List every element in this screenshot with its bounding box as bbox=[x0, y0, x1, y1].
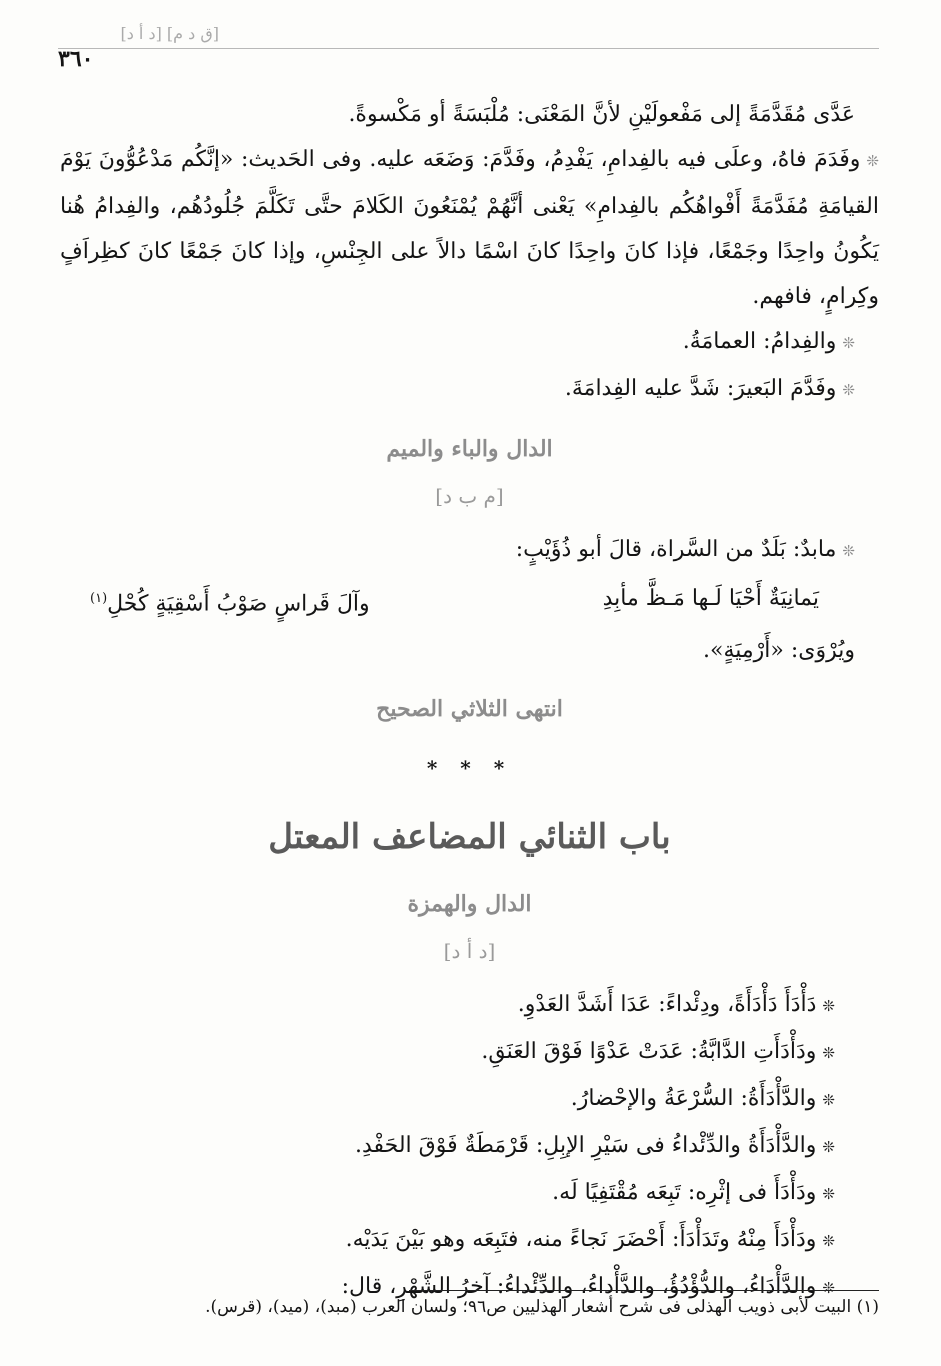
list-item: ❊ودَأْدَأَتِ الدَّابَّةُ: عَدَتْ عَدْوًا فَوْقَ العَنَقِ. bbox=[481, 1039, 835, 1065]
section-heading: الدال والهمزة bbox=[407, 891, 532, 918]
paragraph-fadm bbox=[60, 137, 879, 319]
list-item: ❊والدَّأْدَاءُ، والدُّؤْدُؤُ، والدَّأْداءُ، والدِّئْداءُ: آخرُ الشَّهْرِ، قال: bbox=[341, 1274, 835, 1300]
verse-first-hemistich: يَمانِيَةٌ أَحْيَا لَـها مَـظَّ مأبِدِ bbox=[602, 586, 819, 611]
asterisk-icon: ❊ bbox=[822, 1279, 835, 1298]
paragraph-continuation bbox=[60, 92, 879, 137]
paragraph-text: والفِدامُ: العمامَةُ. bbox=[682, 329, 837, 354]
root-label: [م ب د] bbox=[435, 484, 504, 508]
page-number: ٣٦٠ bbox=[58, 46, 94, 72]
paragraph-text: وفَدَّمَ البَعيرَ: شَدَّ عليه الفِدامَةَ. bbox=[564, 376, 837, 401]
page-body bbox=[60, 92, 879, 1311]
verse-second-hemistich: وآلَ قَراسٍ صَوْبُ أَسْقِيَةٍ كُحْلِ$^{(١)}$ bbox=[90, 591, 370, 617]
poem-verse bbox=[60, 576, 879, 626]
end-note: انتهى الثلاثي الصحيح bbox=[376, 696, 563, 723]
paragraph-text: وفَدَمَ فاهُ، وعلَى فيه بالفِدامِ، يَفْدِمُ، وفَدَّمَ: وَضَعَه عليه. وفى الحَديث: «إنَّكُم مَدْعُوُّونَ يَوْمَ القيامَةِ مُفَدَّمَةً أَفْواهُكُم بالفِدامِ» يَعْنى أنَّهُمْ يُمْنَعُونَ الكَلامَ حتَّى تَكَلَّمَ جُلُودُهُم، والفِدامُ هُنا يَكُونُ واحِدًا وجَمْعًا، فإذا كانَ واحِدًا كانَ اسْمًا دالاً على الجِنْسِ، وإذا كانَ جَمْعًا كانَ كظِراَفٍ وكِرامٍ، فافهم. bbox=[60, 147, 879, 309]
paragraph-text: عَدَّى مُقَدَّمَةً إلى مَفْعولَيْنِ لأنَّ المَعْنَى: مُلْبَسَةً أو مَكْسوةً. bbox=[348, 102, 855, 127]
asterisk-icon: ❊ bbox=[842, 381, 855, 399]
footnote-rule bbox=[409, 1290, 879, 1291]
asterisk-icon: ❊ bbox=[842, 542, 855, 560]
root-label: [د أ د] bbox=[443, 939, 496, 964]
paragraph-fadam-camel bbox=[60, 366, 879, 413]
asterisk-icon: ❊ bbox=[842, 334, 855, 352]
list-item: ❊والدَّأْدَأَةُ والدِّئْداءُ فى سَيْرِ الإبِلِ: قَرْمَطَةٌ فَوْقَ الحَفْدِ. bbox=[354, 1133, 835, 1159]
asterisk-icon: ❊ bbox=[866, 152, 879, 170]
entry-text: مابدٌ: بَلَدٌ من السَّراة، قالَ أبو ذُؤَيْبٍ: bbox=[515, 537, 837, 562]
separator-stars: * * * bbox=[426, 756, 513, 781]
section-heading: الدال والباء والميم bbox=[386, 436, 553, 462]
variant-reading: ويُرْوَى: «أَرْمِيَةٍ». bbox=[702, 638, 855, 664]
asterisk-icon: ❊ bbox=[822, 1091, 835, 1110]
list-item: ❊دَأْدَأَ دَأْدَأَةً، ودِئْداءً: عَدَا أَشَدَّ العَدْوِ. bbox=[517, 992, 835, 1018]
chapter-title: باب الثنائي المضاعف المعتل bbox=[268, 817, 671, 858]
entry-mabid bbox=[60, 527, 879, 574]
running-head: [ق د م] [د أ د] bbox=[120, 24, 219, 43]
footnote: (١) البيت لأبى ذويب الهذلى فى شرح أشعار الهذليين ص٩٦؛ ولسان العرب (مبد)، (ميد)، (قرس). bbox=[205, 1297, 879, 1317]
list-item: ❊والدَّأْدَأَةُ: السُّرْعَةُ والإحْضارُ. bbox=[570, 1086, 835, 1112]
entry-list bbox=[60, 982, 879, 1311]
asterisk-icon: ❊ bbox=[822, 1044, 835, 1063]
paragraph-fidam bbox=[60, 319, 879, 366]
asterisk-icon: ❊ bbox=[822, 1185, 835, 1204]
list-item: ❊ودَأْدَأَ فى إثْرِه: تَبِعَه مُقْتَفِيًا لَه. bbox=[552, 1180, 835, 1206]
list-item: ❊ودَأْدَأَ مِنْهُ وتَدَأْدَأَ: أَحْضَرَ نَجاءً منه، فتَبِعَه وهو بَيْنَ يَدَيْه. bbox=[345, 1227, 835, 1253]
footnote-marker: (١) bbox=[90, 591, 108, 606]
header-rule bbox=[58, 48, 879, 49]
asterisk-icon: ❊ bbox=[822, 997, 835, 1016]
asterisk-icon: ❊ bbox=[822, 1232, 835, 1251]
asterisk-icon: ❊ bbox=[822, 1138, 835, 1157]
